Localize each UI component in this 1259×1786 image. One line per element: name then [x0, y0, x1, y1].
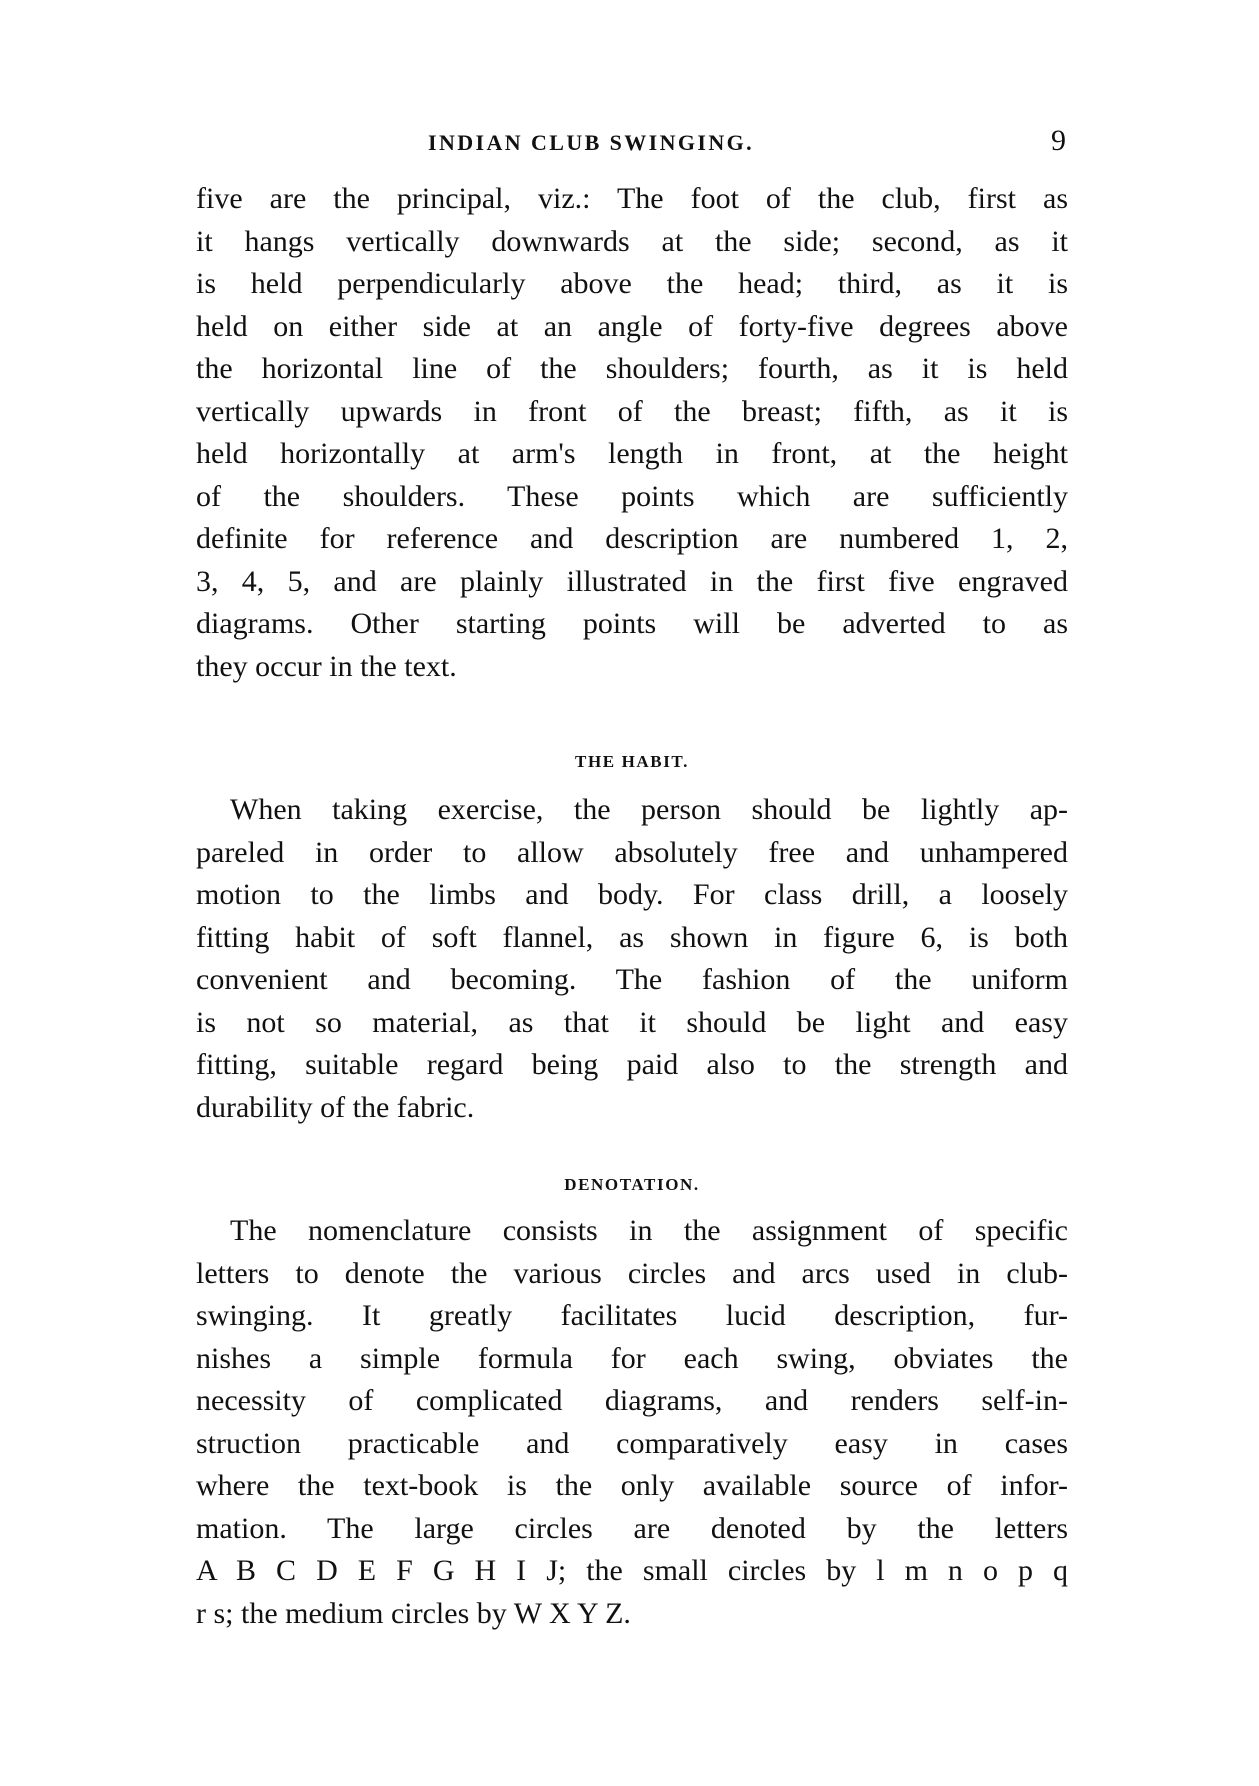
paragraph-habit — [196, 789, 1068, 1129]
text-line: letters to denote the various circles and arcs used in club- — [196, 1256, 1068, 1290]
text-line: fitting habit of soft flannel, as shown in figure 6, is both — [196, 920, 1068, 954]
page-number: 9 — [1051, 124, 1066, 157]
text-line: vertically upwards in front of the breast; fifth, as it is — [196, 394, 1068, 428]
text-line: nishes a simple formula for each swing, obviates the — [196, 1341, 1068, 1375]
text-line: five are the principal, viz.: The foot of the club, first as — [196, 182, 1068, 215]
section-heading-denotation: DENOTATION. — [564, 1175, 700, 1194]
text-line: pareled in order to allow absolutely free and unhampered — [196, 835, 1068, 869]
paragraph-starting-points — [196, 178, 1068, 688]
text-line: necessity of complicated diagrams, and renders self-in- — [196, 1384, 1068, 1417]
text-line: The nomenclature consists in the assignment of specific — [230, 1214, 1068, 1247]
text-line: of the shoulders. These points which are sufficiently — [196, 479, 1068, 513]
text-line: r s; the medium circles by W X Y Z. — [196, 1596, 631, 1630]
running-head — [196, 124, 1066, 170]
text-line: motion to the limbs and body. For class drill, a loosely — [196, 878, 1068, 911]
text-line: fitting, suitable regard being paid also to the strength and — [196, 1048, 1068, 1081]
text-line: swinging. It greatly facilitates lucid description, fur- — [196, 1299, 1068, 1332]
text-line: When taking exercise, the person should be lightly ap- — [230, 793, 1068, 826]
text-line: held horizontally at arm's length in front, at the height — [196, 437, 1068, 470]
text-line: the horizontal line of the shoulders; fourth, as it is held — [196, 352, 1068, 385]
text-line: 3, 4, 5, and are plainly illustrated in the first five engraved — [196, 564, 1068, 598]
text-line: durability of the fabric. — [196, 1090, 475, 1124]
text-line: convenient and becoming. The fashion of the uniform — [196, 963, 1068, 996]
text-line: it hangs vertically downwards at the side; second, as it — [196, 224, 1068, 258]
text-line: they occur in the text. — [196, 649, 457, 683]
text-line: struction practicable and comparatively easy in cases — [196, 1426, 1068, 1460]
text-line: is not so material, as that it should be light and easy — [196, 1005, 1068, 1039]
running-title: INDIAN CLUB SWINGING. — [428, 130, 755, 155]
paragraph-denotation — [196, 1210, 1068, 1635]
text-line: definite for reference and description are numbered 1, 2, — [196, 522, 1068, 555]
section-heading-habit: THE HABIT. — [575, 752, 689, 771]
text-line: mation. The large circles are denoted by the letters — [196, 1511, 1068, 1545]
text-line: where the text-book is the only available source of infor- — [196, 1469, 1068, 1502]
text-line: diagrams. Other starting points will be adverted to as — [196, 607, 1068, 640]
text-line: held on either side at an angle of forty-five degrees above — [196, 309, 1068, 343]
text-line: A B C D E F G H I J; the small circles by l m n o p q — [196, 1554, 1068, 1587]
text-line: is held perpendicularly above the head; third, as it is — [196, 267, 1068, 300]
